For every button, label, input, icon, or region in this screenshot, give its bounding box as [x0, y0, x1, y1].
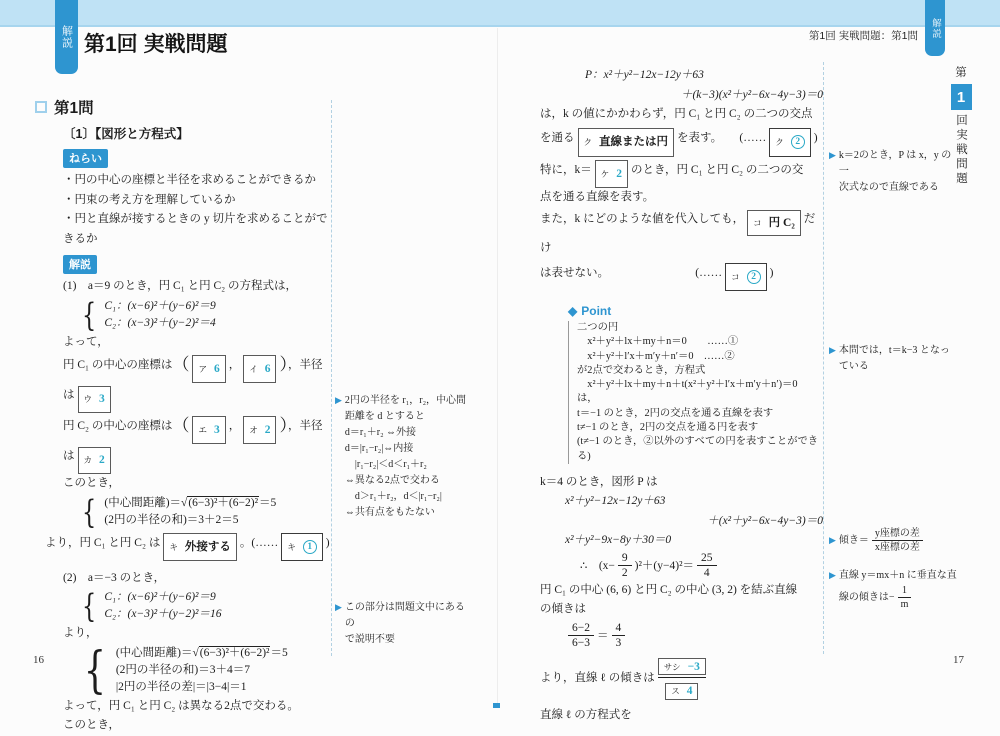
radicand: (6−3)²＋(6−2)²: [199, 646, 270, 659]
box-label: ク: [775, 136, 784, 147]
text: 円 C₂ の中心の座標は: [63, 420, 173, 432]
text: だけ: [540, 213, 816, 254]
note-line: |r₁−r₂|＜d＜r₁＋r₂: [344, 459, 427, 470]
top-band: [0, 0, 1000, 27]
box-label: サシ: [663, 661, 681, 672]
math-line: ＋(x²＋y²−6x−4y−3)＝0: [707, 514, 823, 527]
denominator: [658, 678, 706, 700]
comma: ，: [228, 359, 241, 371]
box-label: キ: [169, 541, 178, 552]
page-number-left: 16: [33, 654, 44, 666]
math-line: C₁：(x−6)²＋(y−6)²＝9: [104, 591, 216, 603]
text-line: このとき，: [63, 719, 121, 731]
text: (……: [739, 131, 767, 144]
slope-fraction-line: [565, 620, 825, 652]
text-line: よって，: [63, 335, 109, 348]
text: 円 C₁ の中心の座標は: [63, 359, 173, 371]
note-line: d＝r₁＋r₂ ⇔外接: [344, 427, 417, 438]
note-line: この部分は問題文中にあるの: [344, 602, 465, 629]
radius-c1-line: [63, 383, 338, 413]
math-line: |2円の半径の差|＝|3−4|＝1: [115, 680, 247, 693]
numerator: [658, 656, 706, 679]
math-line: C₂：(x−3)²＋(y−2)²＝16: [104, 608, 222, 620]
answer-box-a: [192, 355, 225, 383]
brace-icon: {: [82, 587, 97, 625]
text-line: 円 C₁ の中心 (6, 6) と円 C₂ の中心 (3, 2) を結ぶ直線: [540, 583, 798, 596]
math-line: C₁：(x−6)²＋(y−6)²＝9: [104, 299, 216, 312]
therefore-line: [580, 551, 825, 581]
left-column: [35, 96, 338, 736]
box-value: 2: [264, 424, 271, 436]
circled-answer: 2: [791, 135, 805, 149]
box-value: 円 C₂: [768, 217, 795, 229]
text-line: 直線 ℓ の方程式を: [540, 708, 632, 721]
margin-note: [335, 393, 471, 521]
point-title-text: Point: [581, 304, 612, 318]
box-value: −3: [687, 660, 700, 673]
box-label: オ: [249, 425, 258, 435]
box-label: ア: [198, 364, 207, 374]
text: ＝: [597, 629, 609, 642]
paren: ）: [279, 416, 288, 435]
note-line: k＝2のとき，P は x，y の一: [838, 150, 952, 177]
point-line: (t≠−1 のとき，②以外のすべての円を表すことができる): [577, 436, 819, 462]
box-value: 3: [99, 393, 105, 405]
spine-pre: 第: [955, 67, 967, 79]
box-value: 6: [213, 363, 220, 375]
diamond-icon: ◆: [568, 304, 578, 318]
note-line: で説明不要: [344, 634, 395, 645]
margin-note: [829, 148, 954, 196]
denominator: 2: [621, 567, 628, 580]
box-value: 6: [264, 363, 271, 375]
note-line: d＞r₁＋r₂，d＜|r₁−r₂|: [344, 491, 442, 502]
box-value: 直線または円: [599, 135, 669, 148]
answer-box-ki: [163, 533, 237, 561]
text-line: は，k の値にかかわらず，円 C₁ と円 C₂ の二つの交点: [540, 108, 813, 120]
answer-box-ko: [747, 210, 801, 236]
answer-box-sashi: [658, 658, 706, 675]
denominator: 4: [703, 567, 710, 580]
math-line: C₂：(x−3)²＋(y−2)²＝4: [104, 316, 216, 329]
note-line: d＝|r₁−r₂|⇔内接: [344, 443, 414, 454]
equation-system: [79, 492, 338, 531]
numerator: 9: [618, 551, 632, 566]
note-line: 距離を d とすると: [344, 411, 425, 422]
comma: ，: [228, 420, 241, 432]
gutter-mark: [493, 703, 500, 708]
brace-icon: {: [83, 641, 107, 699]
ref-box-ko: [725, 263, 767, 291]
box-label: カ: [83, 455, 93, 465]
fraction: [898, 584, 912, 611]
margin-note: [829, 568, 959, 611]
math-line: x²＋y²−9x−8y＋30＝0: [565, 534, 672, 547]
box-value: 2: [616, 167, 623, 180]
answer-box-i: [243, 355, 276, 383]
section-heading-label: 第1問: [54, 100, 94, 117]
text: ＝5: [259, 496, 277, 509]
note-arrow-icon: ▶: [829, 346, 836, 356]
text: は: [63, 450, 75, 462]
text: を表す。: [677, 131, 717, 144]
text-line: よって，円 C₁ と円 C₂ は異なる2点で交わる。: [63, 699, 299, 712]
text: ，半径: [287, 420, 323, 432]
note-line: ⇔異なる2点で交わる: [344, 475, 440, 486]
box-value: 2: [99, 454, 105, 466]
text-line: より，: [63, 627, 98, 639]
note-line: 直線 y＝mx＋n に垂直な直: [838, 570, 957, 581]
note-text: 傾き＝: [838, 534, 869, 546]
denominator: m: [900, 599, 909, 610]
text-line: 点を通る直線を表す。: [540, 190, 655, 203]
point-line: 二つの円: [577, 322, 619, 333]
point-line: t＝−1 のとき，2円の交点を通る直線を表す: [577, 407, 774, 419]
boxed-fraction: [658, 656, 706, 700]
text: 。(……: [239, 536, 279, 549]
note-arrow-icon: ▶: [829, 535, 836, 546]
answer-box-ke: [595, 160, 628, 188]
box-label: キ: [287, 541, 296, 552]
answer-line-ku: [540, 125, 825, 157]
note-line: 本問では，t＝k−3 となっ: [838, 345, 950, 356]
section-heading: [35, 96, 338, 118]
denominator: 3: [615, 637, 622, 650]
ref-box-ki: [281, 533, 323, 561]
math-line: [116, 645, 288, 662]
fraction: [697, 551, 717, 580]
note-line: [839, 584, 957, 611]
text: のとき，円 C₁ と円 C₂ の二つの交: [631, 163, 804, 176]
result-1-line: [45, 530, 338, 561]
answer-ref-line-ko: [540, 260, 825, 291]
equation-system: [79, 295, 338, 334]
center-c1-line: [63, 352, 338, 383]
math-line: x²＋y²−12x−12y＋63: [565, 495, 666, 508]
fraction: [872, 527, 923, 554]
note-line: 2円の半径を r₁，r₂，中心間: [344, 395, 467, 406]
text: を通る: [540, 131, 575, 144]
note-arrow-icon: ▶: [829, 571, 836, 581]
brace-icon: {: [82, 492, 97, 531]
text-line: の傾きは: [540, 603, 586, 616]
denominator: 6−3: [572, 637, 590, 650]
margin-note: [829, 343, 954, 375]
circled-answer: 2: [747, 270, 761, 284]
answer-line-ke: [540, 157, 825, 188]
text: 特に，k＝: [540, 163, 592, 176]
text-line: k＝4 のとき，図形 P は: [540, 475, 658, 488]
note-line: ⇔共有点をもたない: [344, 507, 435, 518]
point-line: x²＋y²＋lx＋my＋n＋t(x²＋y²＋l′x＋m′y＋n′)＝0: [577, 379, 798, 391]
text-line: (1) a＝9 のとき，円 C₁ と円 C₂ の方程式は，: [63, 280, 298, 292]
circled-answer: 1: [303, 540, 317, 554]
text: より，直線 ℓ の傾きは: [540, 671, 655, 684]
box-value: 外接する: [184, 540, 231, 553]
point-line: は，: [577, 393, 598, 405]
numerator: y座標の差: [872, 527, 923, 541]
note-text: 線の傾きは−: [838, 591, 895, 603]
center-c2-line: [63, 413, 338, 444]
box-label: ス: [671, 686, 680, 697]
answer-box-ku: [578, 128, 675, 157]
numerator: 6−2: [568, 621, 594, 636]
text: (中心間距離)＝√: [104, 496, 188, 509]
text-line: (2) a＝−3 のとき，: [63, 571, 166, 584]
explanation-badge: 解説: [63, 255, 97, 274]
box-label: コ: [753, 218, 762, 228]
section-square-icon: [35, 101, 47, 113]
brace-icon: {: [82, 295, 97, 334]
text-line: このとき，: [63, 477, 121, 489]
text: )²＋(y−4)²＝: [634, 559, 695, 572]
fraction: [618, 551, 632, 580]
point-box: [568, 304, 825, 464]
answer-box-su: [665, 683, 698, 700]
paren: （: [172, 355, 190, 374]
running-header: 第1回 実戦問題：第1問: [808, 30, 918, 42]
text: ＝5: [270, 646, 288, 659]
text: ): [813, 131, 818, 144]
box-label: コ: [731, 272, 740, 282]
aim-line: ・円の中心の座標と半径を求めることができるか: [63, 174, 316, 186]
spine-number-badge: 1: [951, 84, 972, 110]
box-label: ウ: [83, 394, 93, 404]
text: ，半径: [287, 359, 323, 371]
point-body: [568, 321, 825, 464]
answer-box-e: [192, 416, 225, 444]
page-gutter: [497, 28, 498, 704]
text: (……: [695, 267, 723, 279]
page-number-right: 17: [953, 654, 964, 666]
margin-note: [829, 527, 959, 554]
numerator: 1: [898, 584, 912, 598]
aim-badge: ねらい: [63, 149, 108, 168]
math-line: (2円の半径の和)＝3＋4＝7: [115, 663, 250, 676]
math-line: [104, 495, 276, 512]
note-arrow-icon: ▶: [335, 603, 342, 613]
box-label: イ: [249, 364, 258, 374]
right-column: [540, 66, 825, 725]
text: ): [769, 267, 774, 279]
page-title: 第1回 実戦問題: [84, 33, 228, 56]
equation-system: [79, 641, 338, 699]
fraction: [568, 621, 594, 650]
math-line: P：x²＋y²−12x−12y＋63: [585, 69, 704, 81]
numerator: 25: [697, 551, 717, 566]
ref-box-ku: [769, 128, 811, 157]
answer-box-ka: [78, 447, 111, 474]
paren: ）: [279, 355, 288, 374]
numerator: 4: [612, 621, 626, 636]
box-label: ケ: [600, 168, 610, 179]
text: また，k にどのような値を代入しても，: [540, 213, 745, 225]
text: ∴ (x−: [580, 559, 615, 572]
box-label: ク: [583, 136, 593, 147]
point-line: t≠−1 のとき，2円の交点を通る円を表す: [577, 422, 759, 434]
fraction: [612, 621, 626, 650]
paren: （: [172, 416, 190, 435]
aim-line: ・円と直線が接するときの y 切片を求めることができるか: [63, 213, 328, 245]
radius-c2-line: [63, 444, 338, 474]
answer-box-u: [78, 386, 111, 413]
text: は: [63, 389, 75, 401]
radicand: (6−3)²＋(6−2)²: [188, 496, 259, 509]
point-line: x²＋y²＋lx＋my＋n＝0 ……①: [577, 336, 739, 348]
point-line: が2点で交わるとき，方程式: [577, 364, 706, 376]
note-line: ている: [838, 361, 869, 372]
note-arrow-icon: ▶: [829, 151, 836, 161]
equation-system: [79, 589, 338, 623]
box-value: 4: [686, 685, 693, 698]
aim-line: ・円束の考え方を理解しているか: [63, 193, 236, 206]
kaisetsu-tab-left: 解説: [55, 0, 78, 74]
math-line: (2円の半径の和)＝3＋2＝5: [104, 513, 239, 526]
subsection-title: 〔1〕【図形と方程式】: [63, 127, 189, 141]
ell-slope-line: [540, 656, 825, 700]
answer-line-ko: [540, 207, 825, 260]
box-value: 3: [213, 424, 220, 436]
math-line: ＋(k−3)(x²＋y²−6x−4y−3)＝0: [680, 88, 823, 101]
text: (中心間距離)＝√: [115, 646, 199, 659]
kaisetsu-tab-right: 解説: [925, 0, 945, 56]
note-line: 次式なので直線である: [838, 182, 939, 193]
text: は表せない。: [540, 267, 604, 279]
denominator: x座標の差: [874, 542, 920, 553]
answer-box-o: [243, 416, 276, 444]
margin-note: [335, 600, 471, 648]
note-arrow-icon: ▶: [335, 396, 342, 406]
text: より，円 C₁ と円 C₂ は: [45, 536, 161, 549]
box-label: エ: [198, 425, 207, 435]
point-line: x²＋y²＋l′x＋m′y＋n′＝0 ……②: [577, 350, 735, 362]
point-title: [568, 304, 825, 318]
spine-post: 回実戦問題: [955, 114, 967, 187]
text: ): [325, 536, 330, 549]
